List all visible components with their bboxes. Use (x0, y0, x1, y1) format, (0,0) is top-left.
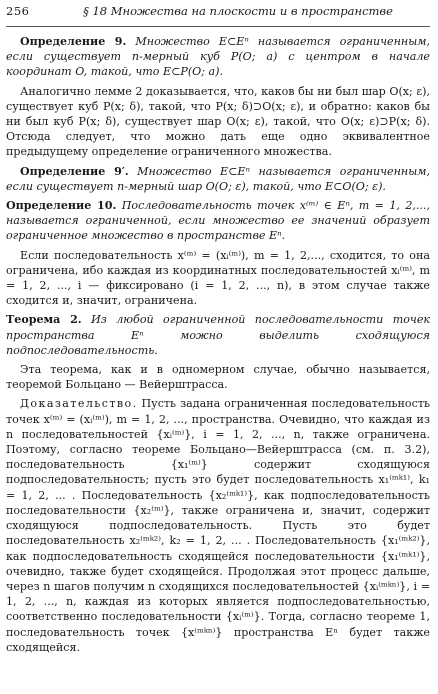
definition-9-prime-label: Определение 9′. (20, 164, 129, 178)
lemma-paragraph-text: Аналогично лемме 2 доказывается, что, каков бы ни был шар O(x; ε), существует куб P(x; δ), такой, что P(x; δ)⊃O(x; ε), и обратно: каков бы ни был куб P(x; δ), существует шар O(x; ε), такой, что O(x; ε)⊃P(x; δ). Отсюда следует, что можно дать еще одно эквивалентное предыдущему определение ограниченного множества. (6, 84, 430, 159)
proof (6, 396, 430, 654)
convergence-paragraph (6, 248, 430, 309)
definition-9-prime-text: Множество E⊂Eⁿ называется ограниченным, если существует n-мерный шар O(O; ε), такой, что E⊂O(O; ε). (6, 164, 430, 193)
definition-10-label: Определение 10. (6, 199, 117, 213)
bolzano-paragraph-text: Эта теорема, как и в одномерном случае, обычно называется, теоремой Больцано — Вейерштрасса. (6, 363, 430, 392)
theorem-2-text: Из любой ограниченной последовательности точек пространства Eⁿ можно выделить сходящуюся подпоследовательность. (6, 313, 431, 357)
page-header (6, 4, 430, 27)
proof-label: Доказательство. (20, 397, 138, 411)
definition-9-text: Множество E⊂Eⁿ называется ограниченным, если существует n-мерный куб P(O; a) с центром в начале координат O, такой, что E⊂P(O; a). (6, 35, 431, 79)
convergence-paragraph-text: Если последовательность x⁽ᵐ⁾ = (xᵢ⁽ᵐ⁾), m = 1, 2,..., сходится, то она ограничена, ибо каждая из координатных последовательностей xᵢ⁽ᵐ⁾, m = 1, 2, ..., i — фиксировано (i = 1, 2, ..., n), в этом случае также сходится и, значит, ограничена. (6, 248, 430, 308)
running-head: § 18 Множества на плоскости и в пространстве (83, 4, 393, 18)
definition-9-prime (6, 164, 430, 194)
definition-10 (6, 198, 430, 244)
theorem-2 (6, 312, 430, 358)
bolzano-paragraph (6, 362, 430, 392)
page-number: 256 (6, 4, 30, 18)
proof-text: Пусть задана ограниченная последовательность точек x⁽ᵐ⁾ = (xᵢ⁽ᵐ⁾), m = 1, 2, ..., пространства. Очевидно, что каждая из n последовательностей {xᵢ⁽ᵐ⁾}, i = 1, 2, ..., n, также ограничена. Поэтому, согласно теореме Больцано—Вейерштрасса (см. п. 3.2), последовательность {x₁⁽ᵐ⁾} содержит сходящуюся подпоследовательность; пусть это будет последовательность x₁⁽ᵐᵏ¹⁾, k₁ = 1, 2, ... . Последовательность {x₂⁽ᵐᵏ¹⁾}, как подпоследовательность последовательности {x₂⁽ᵐ⁾}, также ограничена и, значит, содержит сходящуюся подпоследовательность. Пусть это будет последовательность x₂⁽ᵐᵏ²⁾, k₂ = 1, 2, ... . Последовательность {x₁⁽ᵐᵏ²⁾}, как подпоследовательность сходящейся последовательности {x₁⁽ᵐᵏ¹⁾}, очевидно, также будет сходящейся. Продолжая этот процесс дальше, через n шагов получим n сходящихся последовательностей {xᵢ⁽ᵐᵏⁿ⁾}, i = 1, 2, ..., n, каждая из которых является подпоследовательностью, соответственно последовательности {xᵢ⁽ᵐ⁾}. Тогда, согласно теореме 1, последовательность точек {x⁽ᵐᵏⁿ⁾} пространства Eⁿ будет также сходящейся. (6, 397, 430, 654)
page-body (6, 34, 430, 655)
lemma-paragraph (6, 84, 430, 160)
theorem-2-label: Теорема 2. (6, 313, 82, 327)
definition-9-label: Определение 9. (20, 35, 127, 48)
definition-9 (6, 34, 430, 80)
definition-10-text: Последовательность точек x⁽ᵐ⁾ ∈ Eⁿ, m = 1, 2,..., называется ограниченной, если множество ее значений образует ограниченное множество в пространстве Eⁿ. (6, 199, 431, 243)
